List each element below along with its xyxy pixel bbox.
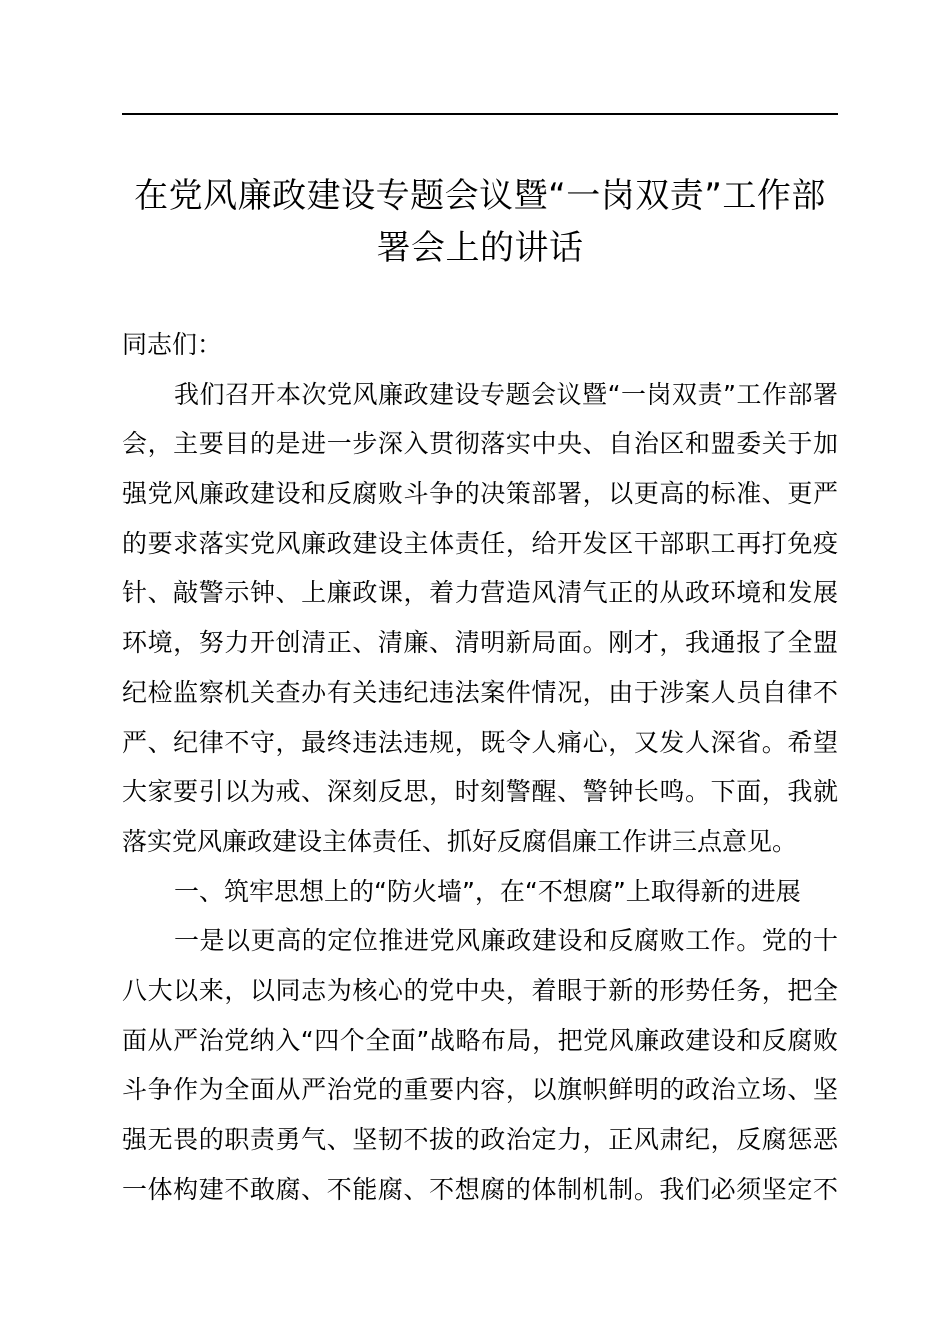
paragraph-line: 一是以更高的定位推进党风廉政建设和反腐败工作。党的十 [174, 926, 838, 956]
paragraph-line: 面从严治党纳入“四个全面”战略布局，把党风廉政建设和反腐败 [122, 1025, 838, 1055]
paragraph-line: 落实党风廉政建设主体责任、抓好反腐倡廉工作讲三点意见。 [122, 826, 798, 856]
paragraph-line: 我们召开本次党风廉政建设专题会议暨“一岗双责”工作部署 [174, 379, 838, 409]
paragraph-line: 纪检监察机关查办有关违纪违法案件情况，由于涉案人员自律不 [122, 677, 838, 707]
paragraph-line: 强无畏的职责勇气、坚韧不拔的政治定力，正风肃纪，反腐惩恶 [122, 1125, 838, 1154]
salutation: 同志们： [122, 330, 223, 359]
paragraph-line: 斗争作为全面从严治党的重要内容，以旗帜鲜明的政治立场、坚 [122, 1075, 838, 1105]
paragraph-line: 的要求落实党风廉政建设主体责任，给开发区干部职工再打免疫 [122, 528, 838, 558]
paragraph-line: 强党风廉政建设和反腐败斗争的决策部署，以更高的标准、更严 [122, 479, 838, 509]
paragraph-line: 八大以来，以同志为核心的党中央，着眼于新的形势任务，把全 [122, 975, 838, 1005]
header-rule [122, 113, 838, 115]
paragraph-line: 针、敲警示钟、上廉政课，着力营造风清气正的从政环境和发展 [122, 578, 838, 608]
paragraph-line: 严、纪律不守，最终违法违规，既令人痛心，又发人深省。希望 [122, 727, 838, 757]
section-heading: 一、筑牢思想上的“防火墙”，在“不想腐”上取得新的进展 [174, 876, 801, 906]
document-body [122, 320, 838, 1214]
paragraph-line: 一体构建不敢腐、不能腐、不想腐的体制机制。我们必须坚定不 [122, 1174, 838, 1204]
title-line: 在党风廉政建设专题会议暨“一岗双责”工作部 [134, 176, 826, 216]
paragraph-line: 大家要引以为戒、深刻反思，时刻警醒、警钟长鸣。下面，我就 [122, 777, 838, 807]
document-title [122, 170, 838, 274]
title-line: 署会上的讲话 [376, 228, 584, 268]
paragraph-line: 会，主要目的是进一步深入贯彻落实中央、自治区和盟委关于加 [122, 429, 838, 459]
paragraph-line: 环境，努力开创清正、清廉、清明新局面。刚才，我通报了全盟 [122, 628, 838, 658]
